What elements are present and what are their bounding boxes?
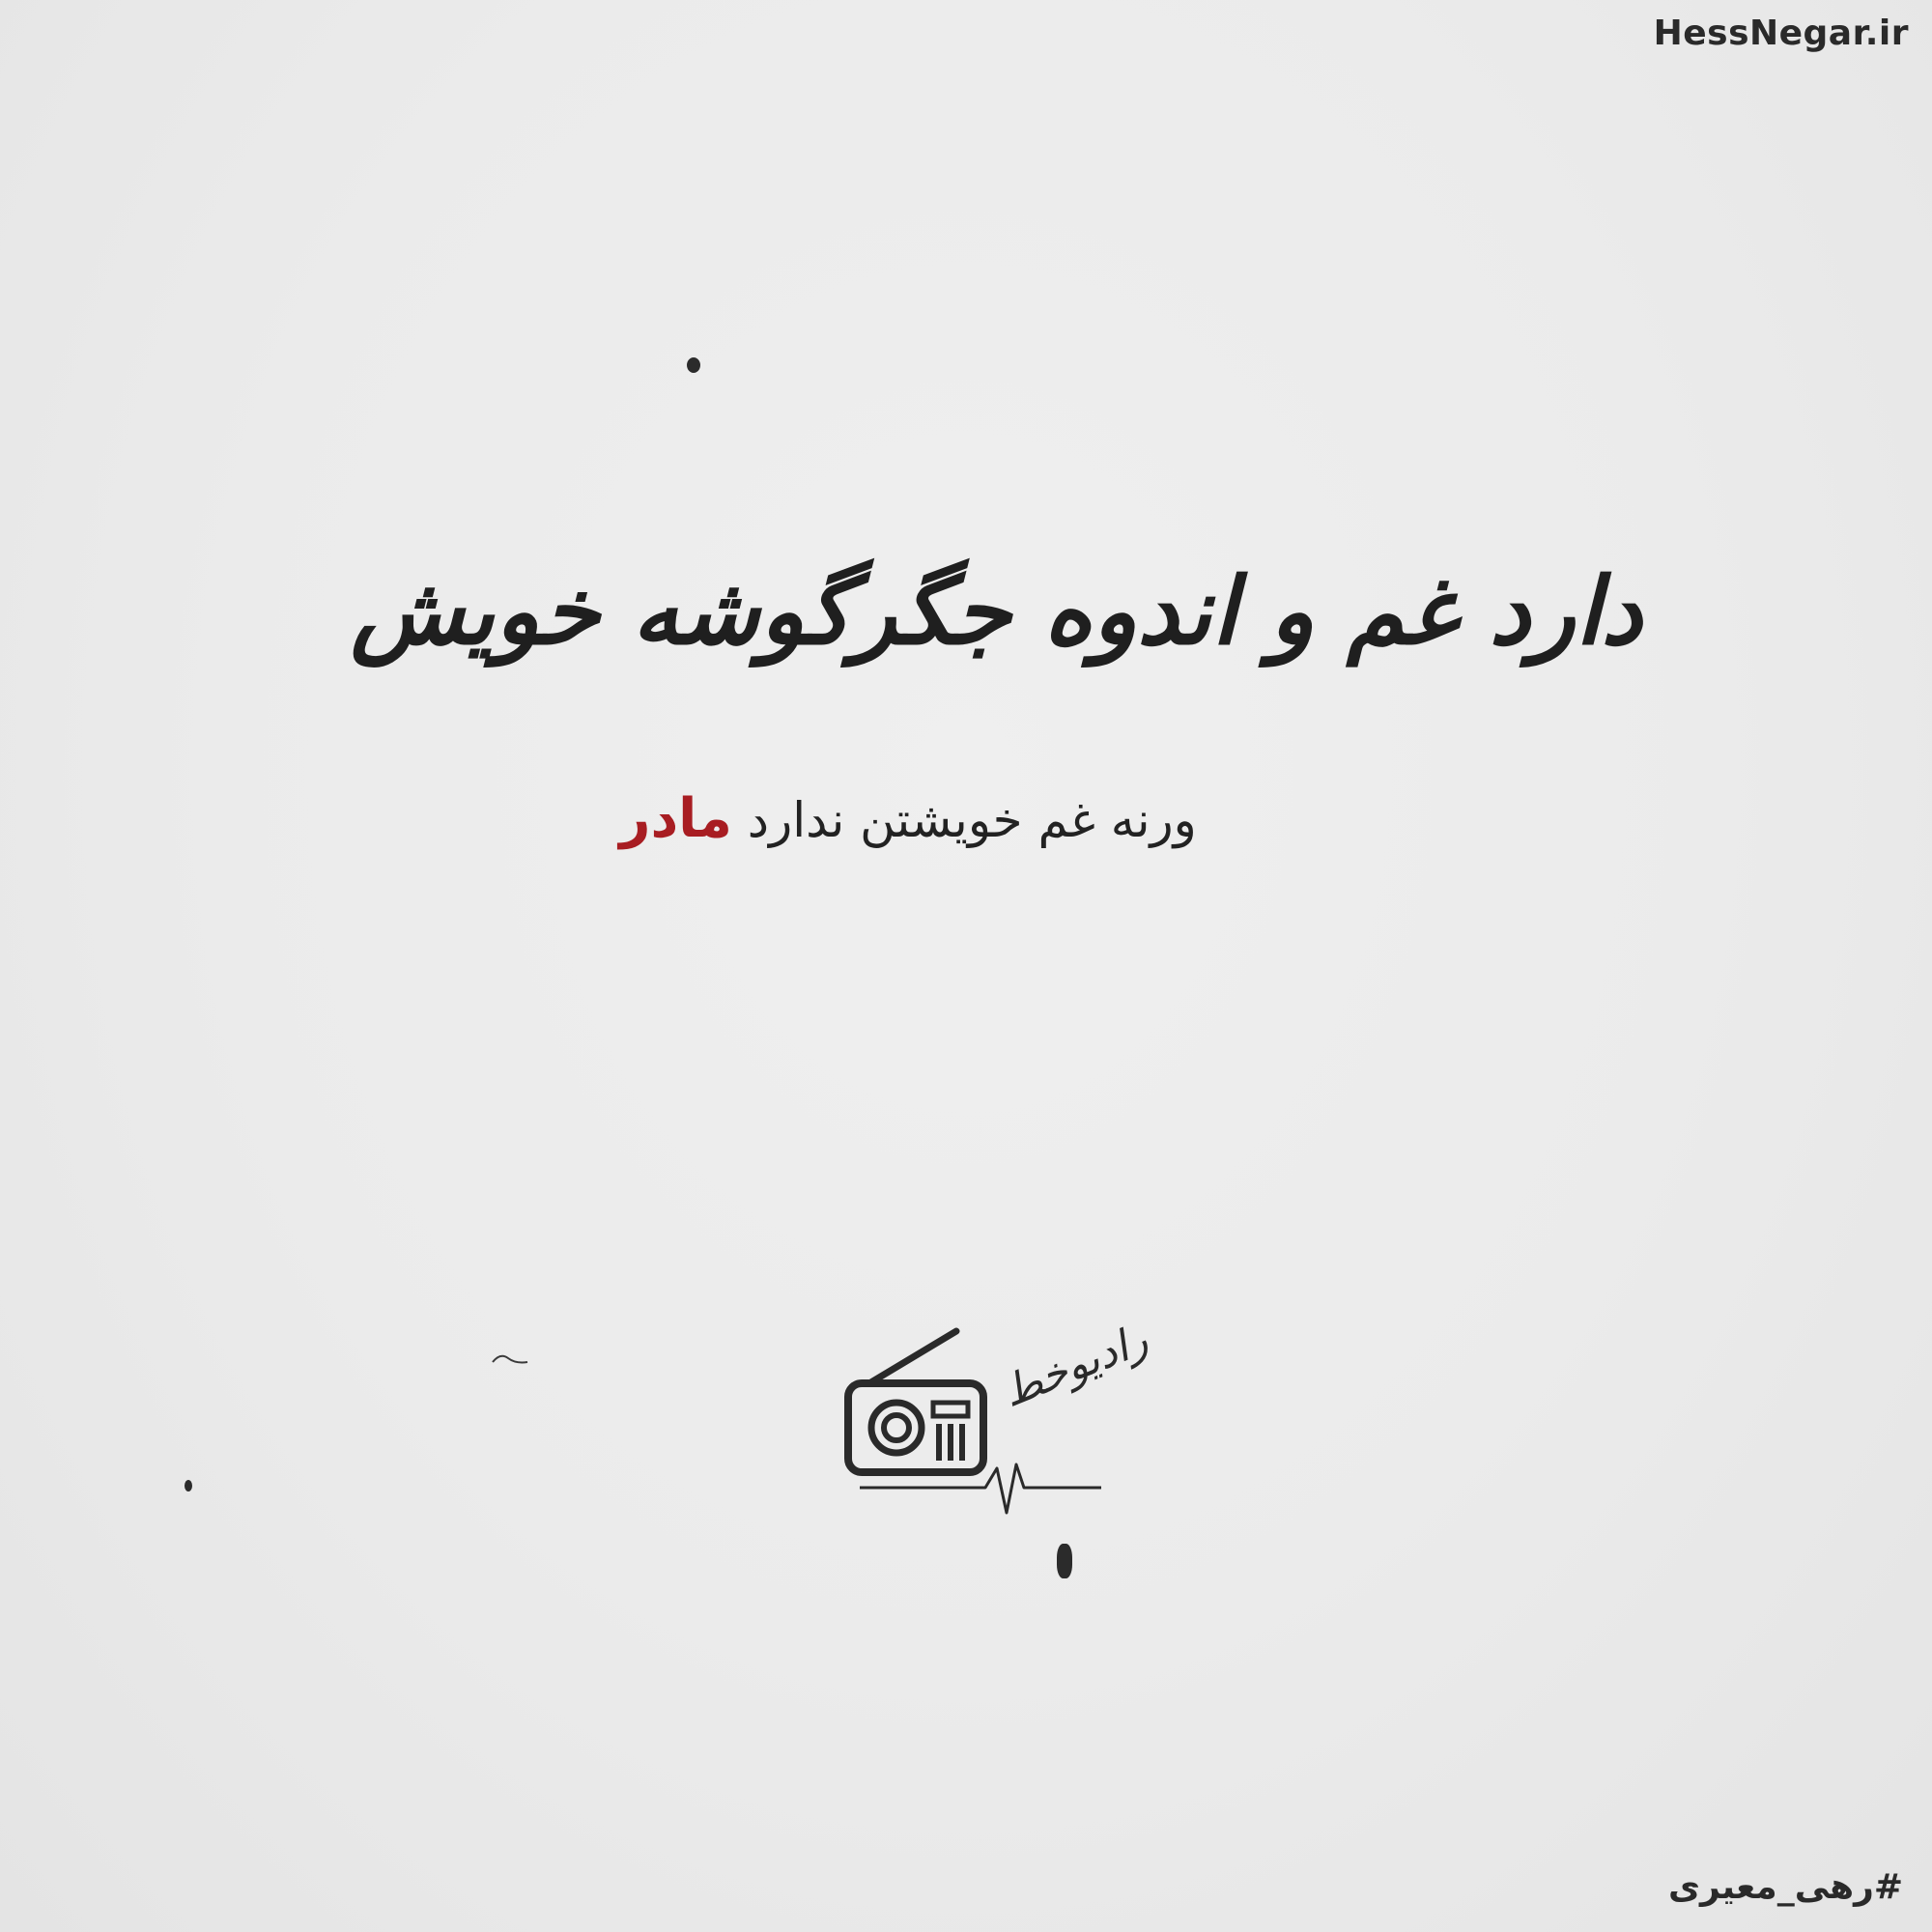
ink-speck xyxy=(1057,1544,1072,1578)
author-hashtag: #رهی_معیری xyxy=(1668,1867,1903,1907)
ink-speck xyxy=(185,1480,192,1492)
poem-line-1: دارد غم و اندوه جگرگوشه خویش xyxy=(350,556,1642,666)
poem-line-2 xyxy=(560,787,1256,850)
ink-speck xyxy=(687,357,700,373)
poem-line-2-accent: مادر xyxy=(619,787,732,850)
site-watermark: HessNegar.ir xyxy=(1653,14,1909,53)
logo-text: رادیوخط xyxy=(995,1315,1155,1418)
ink-hair xyxy=(491,1350,529,1370)
poem-line-2-text: ورنه غم خویشتن ندارد xyxy=(747,792,1197,848)
